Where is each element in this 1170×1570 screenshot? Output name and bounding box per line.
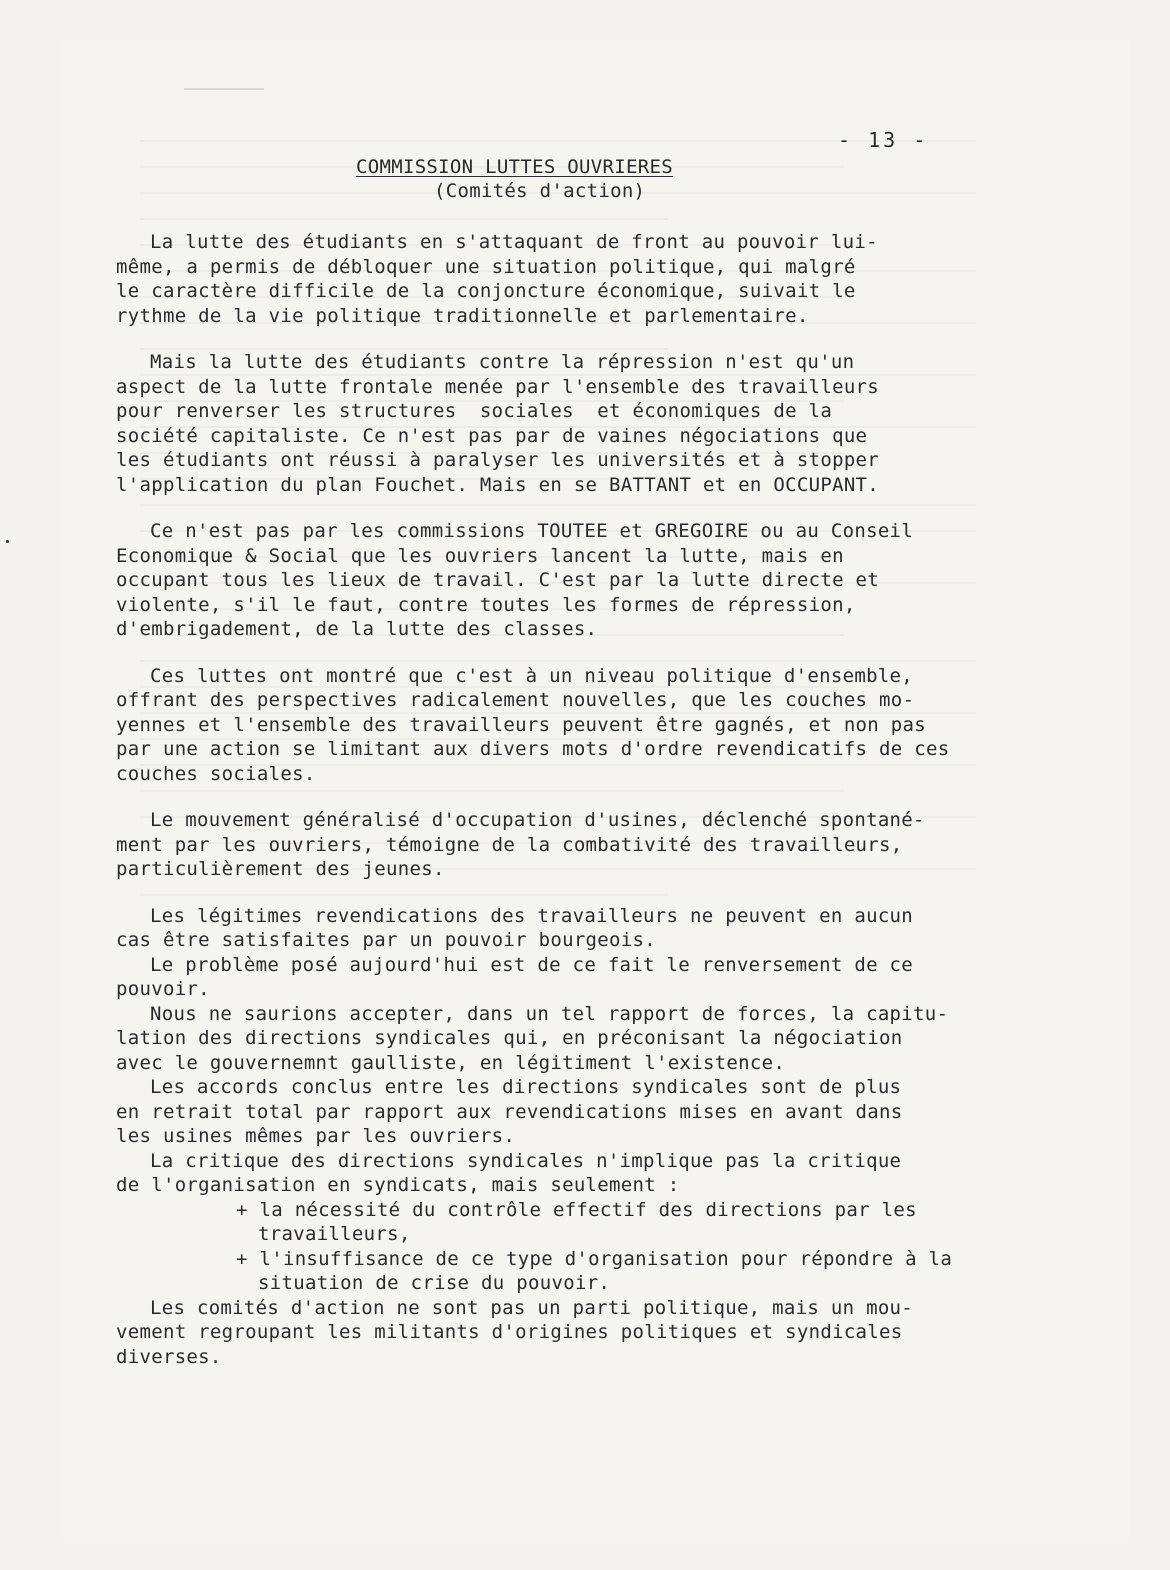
text-line: lation des directions syndicales qui, en préconisant la négociation (116, 1027, 903, 1049)
text-line: cas être satisfaites par un pouvoir bourgeois. (116, 929, 656, 951)
text-line: La lutte des étudiants en s'attaquant de front au pouvoir lui- (150, 231, 878, 253)
paragraph-5 (116, 808, 1036, 882)
document-body (116, 230, 1036, 1369)
paragraph-1 (116, 230, 1036, 328)
text-line: offrant des perspectives radicalement nouvelles, que les couches mo- (116, 689, 915, 711)
text-line: Les comités d'action ne sont pas un parti politique, mais un mou- (150, 1296, 914, 1319)
paragraph-4 (116, 664, 1036, 787)
text-line: yennes et l'ensemble des travailleurs peuvent être gagnés, et non pas (116, 713, 926, 736)
paragraph-6 (116, 904, 1036, 1370)
text-line: vement regroupant les militants d'origines politiques et syndicales (116, 1321, 903, 1343)
text-line: pouvoir. (116, 978, 210, 1000)
margin-mark (6, 540, 9, 543)
text-line: couches sociales. (116, 762, 316, 785)
text-line: les usines mêmes par les ouvriers. (116, 1125, 516, 1147)
bullet-continuation: travailleurs, (258, 1223, 411, 1245)
text-line: pour renverser les structures sociales et économiques de la (116, 400, 833, 422)
text-line: particulièrement des jeunes. (116, 858, 445, 880)
text-line: en retrait total par rapport aux revendications mises en avant dans (116, 1100, 903, 1123)
text-line: violente, s'il le faut, contre toutes les formes de répression, (116, 593, 856, 616)
paragraph-2 (116, 350, 1036, 497)
text-line: La critique des directions syndicales n'implique pas la critique (150, 1149, 902, 1172)
text-line: d'embrigadement, de la lutte des classes. (116, 618, 598, 640)
text-line: Le problème posé aujourd'hui est de ce fait le renversement de ce (150, 953, 914, 976)
text-line: Mais la lutte des étudiants contre la répression n'est qu'un (150, 351, 855, 373)
text-line: les étudiants ont réussi à paralyser les universités et à stopper (116, 449, 880, 471)
document-subtitle: (Comités d'action) (434, 180, 646, 202)
bullet-line: + l'insuffisance de ce type d'organisation pour répondre à la (236, 1247, 953, 1270)
text-line: l'application du plan Fouchet. Mais en se BATTANT et en OCCUPANT. (116, 473, 880, 496)
text-line: de l'organisation en syndicats, mais seulement : (116, 1174, 680, 1196)
document-title: COMMISSION LUTTES OUVRIERES (356, 156, 673, 178)
text-line: Nous ne saurions accepter, dans un tel rapport de forces, la capitu- (150, 1002, 949, 1025)
text-line: aspect de la lutte frontale menée par l'ensemble des travailleurs (116, 375, 880, 398)
text-line: rythme de la vie politique traditionnelle et parlementaire. (116, 304, 809, 327)
text-line: ment par les ouvriers, témoigne de la combativité des travailleurs, (116, 833, 903, 856)
text-line: Ces luttes ont montré que c'est à un niveau politique d'ensemble, (150, 664, 914, 687)
bullet-line: + la nécessité du contrôle effectif des directions par les (236, 1198, 917, 1221)
bullet-continuation: situation de crise du pouvoir. (258, 1272, 611, 1294)
text-line: Le mouvement généralisé d'occupation d'usines, déclenché spontané- (150, 809, 925, 831)
text-line: avec le gouvernemnt gaulliste, en légitiment l'existence. (116, 1051, 786, 1074)
text-line: même, a permis de débloquer une situation politique, qui malgré (116, 255, 856, 278)
ghost-mark (184, 88, 264, 90)
text-line: Economique & Social que les ouvriers lancent la lutte, mais en (116, 544, 844, 567)
text-line: Les accords conclus entre les directions syndicales sont de plus (150, 1076, 902, 1098)
text-line: Les légitimes revendications des travailleurs ne peuvent en aucun (150, 904, 914, 927)
text-line: occupant tous les lieux de travail. C'est par la lutte directe et (116, 569, 880, 591)
text-line: le caractère difficile de la conjoncture économique, suivait le (116, 280, 856, 302)
text-line: Ce n'est pas par les commissions TOUTEE et GREGOIRE ou au Conseil (150, 520, 914, 542)
paragraph-3 (116, 519, 1036, 642)
text-line: société capitaliste. Ce n'est pas par de vaines négociations que (116, 424, 868, 447)
text-line: diverses. (116, 1345, 222, 1368)
text-line: par une action se limitant aux divers mots d'ordre revendicatifs de ces (116, 738, 950, 760)
page-number: - 13 - (838, 128, 929, 152)
